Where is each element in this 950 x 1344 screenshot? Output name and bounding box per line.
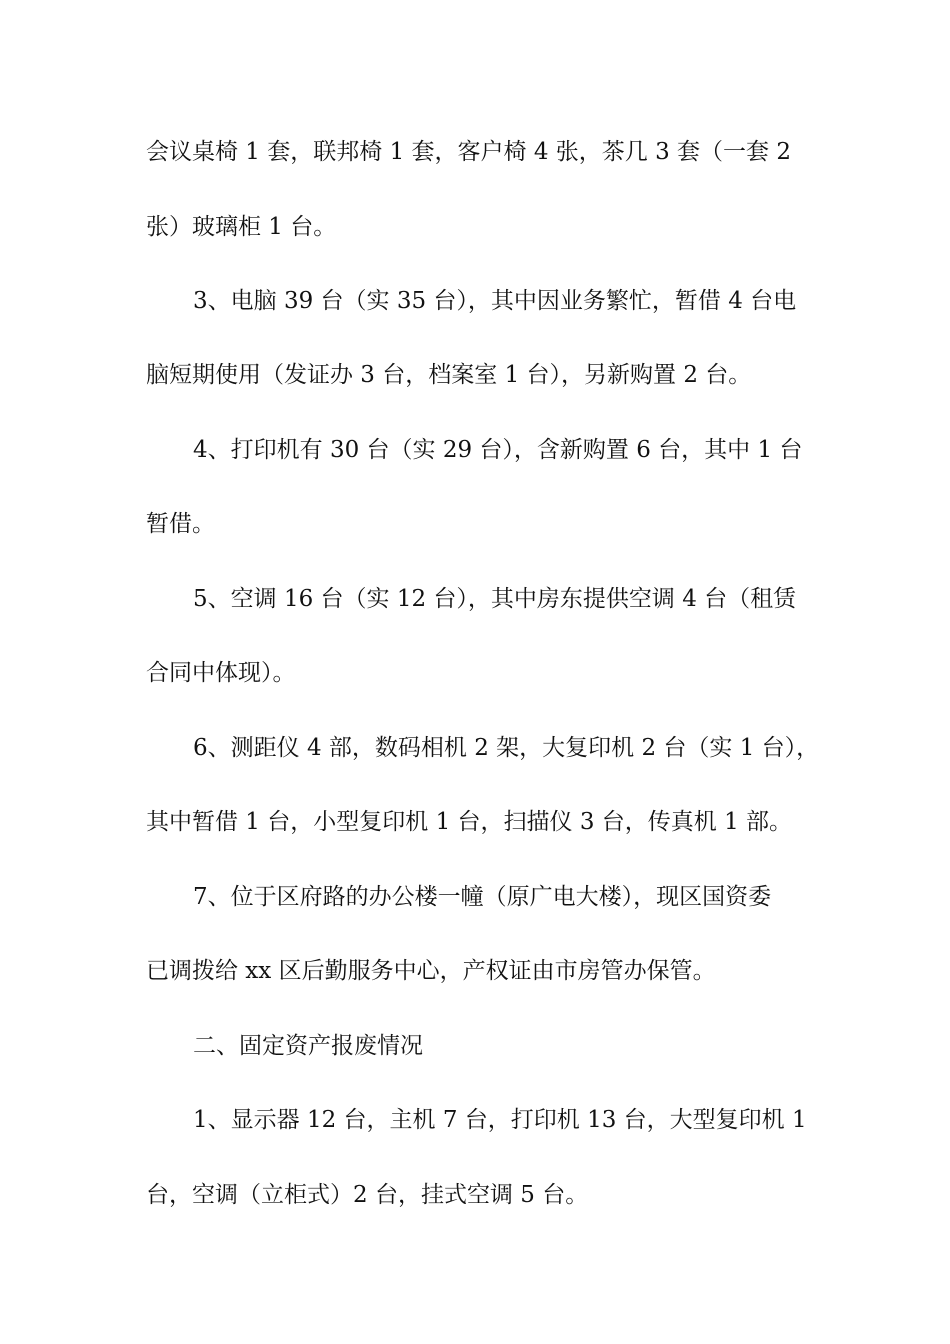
text-line-4: 脑短期使用（发证办 3 台，档案室 1 台），另新购置 2 台。 (146, 362, 752, 388)
text-line-7: 5、空调 16 台（实 12 台），其中房东提供空调 4 台（租赁 (193, 586, 797, 612)
text-line-2: 张）玻璃柜 1 台。 (146, 214, 337, 240)
text-line-5: 4、打印机有 30 台（实 29 台），含新购置 6 台，其中 1 台 (193, 437, 803, 463)
text-line-9: 6、测距仪 4 部，数码相机 2 架，大复印机 2 台（实 1 台）， (193, 735, 820, 761)
section-heading: 二、固定资产报废情况 (193, 1033, 423, 1059)
text-line-15: 台，空调（立柜式）2 台，挂式空调 5 台。 (146, 1182, 589, 1208)
text-line-8: 合同中体现）。 (146, 660, 296, 686)
text-line-12: 已调拨给 xx 区后勤服务中心，产权证由市房管办保管。 (146, 958, 716, 984)
text-line-6: 暂借。 (146, 511, 215, 537)
text-line-1: 会议桌椅 1 套，联邦椅 1 套，客户椅 4 张，茶几 3 套（一套 2 (146, 139, 791, 165)
text-line-10: 其中暂借 1 台，小型复印机 1 台，扫描仪 3 台，传真机 1 部。 (146, 809, 793, 835)
text-line-14: 1、显示器 12 台，主机 7 台，打印机 13 台，大型复印机 1 (193, 1107, 807, 1133)
text-line-3: 3、电脑 39 台（实 35 台），其中因业务繁忙，暂借 4 台电 (193, 288, 797, 314)
text-line-11: 7、位于区府路的办公楼一幢（原广电大楼），现区国资委 (193, 884, 772, 910)
